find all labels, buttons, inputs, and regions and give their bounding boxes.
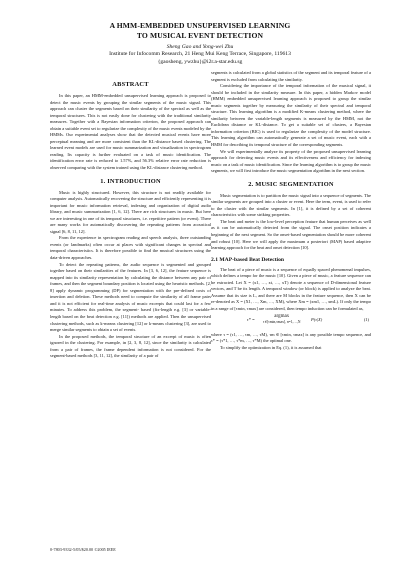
left-column: [50, 75, 211, 360]
equation-lhs: τ* =: [247, 316, 255, 322]
author-names: Sheng Gao and Yong-wei Zhu: [166, 44, 234, 50]
beat-detection-paragraph-3: To simplify the optimization in Eq. (1), it is assumed that: [220, 344, 322, 350]
author-block: [0, 44, 400, 66]
equation-operator: argmax: [274, 313, 290, 319]
equation-1: [211, 315, 371, 330]
author-email: {gaosheng, ywzhu}@i2r.a-star.edu.sg: [157, 58, 243, 65]
body-paragraph-2: Considering the importance of the temporal information of the musical signal, it should be included in the similarity measure. In this paper, a hidden Markov model (HMM) embedded unsupervised learning approach is proposed to group the similar music segments together by measuring the similarity of their spectral and temporal structure. This learning algorithm is a modified K-means clustering method, where the similarity between the variable-length segments is measured by the HMM, not the Euclidean distance or KL-distance. To get a suitable set of clusters, a Bayesian information criterion (BIC) is used to regularize the complexity of the model structure. This learning algorithm can automatically generate a set of music event, each with a HMM for describing its temporal structure of the corresponding segments.: [211, 83, 371, 148]
segmentation-heading: 2. MUSIC SEGMENTATION: [248, 180, 334, 188]
abstract-text: In this paper, an HMM-embedded unsupervised learning approach is proposed to detect the music events by grouping the similar segments of the music signal. This approach can cluster the segments based on their similarity of the spectral as well as the temporal structures. This is not easily done for clustering with the traditional similarity measures. Together with a Bayesian information criterion, the proposed approach can obtain a suitable event set to regularize the complexity of the music events modeled by the HMMs. Our experimental analyses show that the detected musical events have more perceptual meaning and are more consistent than the KL-distance based clustering. The learned event models are used for music summarization and visualization in spectrogram reading. Its capacity is further evaluated on a task of music identification. The identification error rate is reduced to 1.57%, and 56.3% relative error rate reduction is observed comparing with the system trained using the KL-distance clustering method.: [50, 93, 211, 171]
introduction-paragraph-1: Music is highly structured. However, this structure is not readily available for computer analysis. Automatically recovering the structure and efficiently representing it is important for music information retrieval, indexing and organization of digital audio library, and music summarization [1, 6, 12]. There are rich structures in music. But here we are interesting in one of its temporal structures, i.e. repetitive pattern (or event). There are many works for automatically discovering the repeating patterns from acoustical signal [6, 8, 11, 12].: [50, 189, 211, 234]
introduction-paragraph-2: From the experience in spectrogram reading and speech analysis, three outstanding events (or landmarks) often occur at places with significant changes in spectral and temporal characteristics. It is therefore possible to find the musical structures using the data-driven approaches.: [50, 235, 211, 261]
introduction-heading: 1. INTRODUCTION: [100, 177, 161, 185]
copyright-footer: 0-7803-9332-5/05/$20.00 ©2005 IEEE: [50, 547, 116, 552]
beat-detection-paragraph-1: The beat of a piece of music is a sequence of equally spaced phenomenal impulses, which defines a tempo for the music [10]. Given a piece of music, a feature sequence can be extracted. Let X = (x1, …, xt, …, xT) denote a sequence of D-dimensional feature vectors, and T be its length. A temporal window (or block) is applied to analyze the beat. Assume that its size is L, and there are M blocks in the feature sequence, then X can be re-denoted as X = (X1, …, Xm, …, XM), where Xm = (xm1, …, xmL). If only the tempo in a range of [τmin, τmax] are considered, then tempo induction can be formulated as,: [211, 266, 371, 311]
body-paragraph-3: We will experimentally analyze its property of the proposed unsupervised learning approach for detecting music events and its effectiveness and efficiency for indexing music on a task of music identification. Since the learning algorithm is to group the music segments, we will first introduce the music segmentation algorithm in the next section.: [211, 148, 371, 174]
introduction-paragraph-4: In the proposed methods, the temporal structure of an excerpt of music is often ignored in the clustering. For example, in [2, 3, 8, 12], since the similarity is calculated from a pair of frames, the frame dependent information is not considered. For the segment-based methods [3, 11, 12], the similarity of a pair of: [50, 333, 211, 359]
paper-title-line-2: TO MUSICAL EVENT DETECTION: [136, 30, 264, 40]
equation-rhs: P(τ|X): [311, 316, 323, 322]
body-paragraph-continued: segments is calculated from a global statistics of the segment and its temporal feature of a segment is excluded from calculating the similarity.: [211, 70, 371, 82]
equation-subscript: τ∈[τmin,τmax], n=1,…,N: [263, 319, 301, 324]
introduction-paragraph-3: To detect the repeating patterns, the audio sequence is segmented and grouped together based on their similarities of the features. In [3, 6, 12], the feature sequence is mapped into its similarity representation by calculating the distance between any pair of frames, and then the segment boundary position is located using the heuristic methods. [2, 8] apply dynamic programming (DP) for segmentation with the pre-defined costs of insertion and deletion. These methods need to compute the similarity of all frame pairs and it is not efficient for real-time analysis of music excerpts that could last for a few minutes. To address this problem, the segment- based (fix-length e.g. [3] or variable-length based on the beat detection e.g. [11]) methods are applied. Then the unsupervised clustering methods, such as k-means clustering [12] or k-means clustering [3], are used to merge similar segments to obtain a set of events.: [50, 261, 211, 333]
author-affiliation: Institute for Infocomm Research, 21 Heng Mui Keng Terrace, Singapore, 119613: [109, 51, 291, 58]
segmentation-paragraph-2: The beat and meter is the low-level perception feature that human perceives as well as it can be automatically detected from the signal. The onset position indicates a beginning of the next segment. So the onset-based segmentation should be more coherent and robust [10]. Here we will apply the maximum a posteriori (MAP) based adaptive learning approach for the beat and onset detection [10].: [211, 218, 371, 251]
beat-detection-paragraph-2: where τ = (τ1, …, τm, …, τM), τm ∈ [τmin, τmax] is any possible tempo sequence, and τ* = (τ*1, …, τ*m, …, τ*M) the optimal one.: [211, 331, 371, 344]
beat-detection-subheading: 2.1 MAP-based Beat Detection: [211, 256, 285, 263]
paper-title: [0, 21, 400, 40]
right-column: [211, 70, 371, 351]
abstract-heading: ABSTRACT: [112, 81, 149, 88]
paper-title-line-1: A HMM-EMBEDDED UNSUPERVISED LEARNING: [109, 21, 291, 30]
segmentation-paragraph-1: Music segmentation is to partition the music signal into a sequence of segments. The similar segments are grouped into a cluster or event. Here the term, event, is used to refer to the cluster with the similar segments. In [1], it is defined by a set of coherent characteristics with some striking properties.: [211, 192, 371, 218]
equation-number: (1): [363, 316, 369, 322]
equation-argmax: [263, 314, 300, 324]
